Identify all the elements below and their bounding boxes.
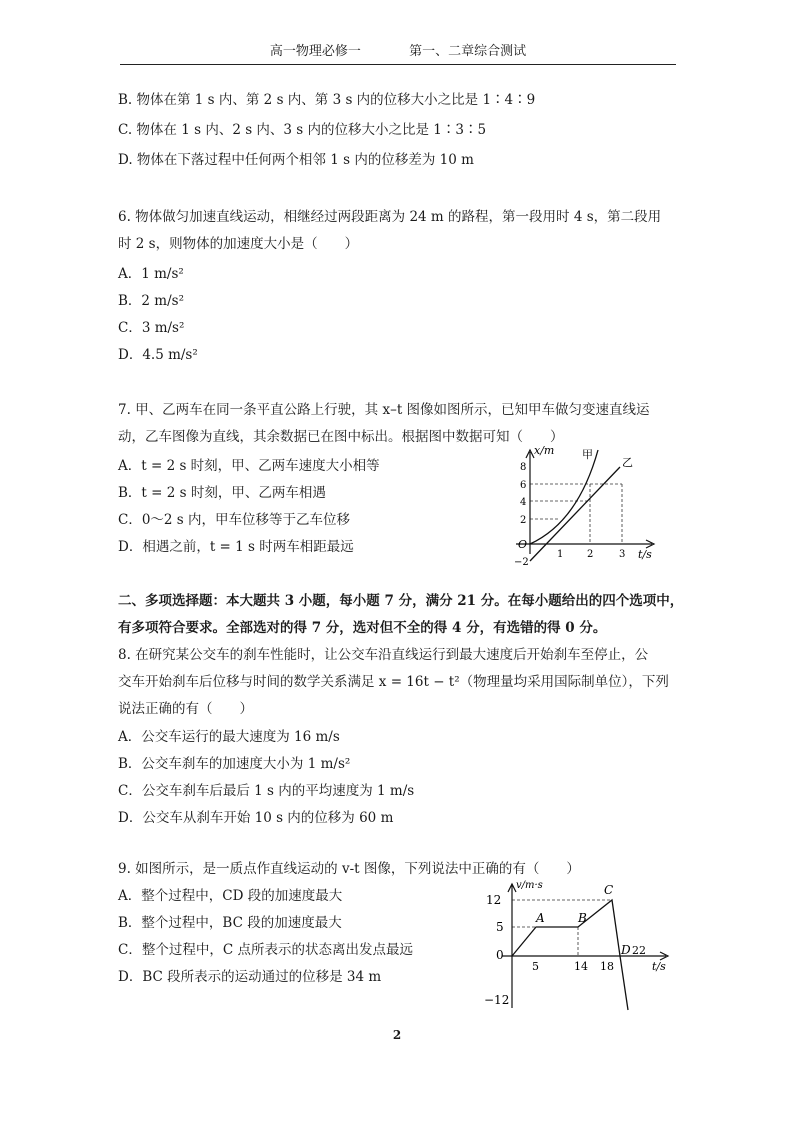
y-tick-8: 8 [520,462,527,473]
q8-option-b: B．公交车刹车的加速度大小为 1 m/s² [118,756,351,772]
q6-option-a: A．1 m/s² [118,266,184,282]
q6-stem-line1: 6. 物体做匀加速直线运动，相继经过两段距离为 24 m 的路程，第一段用时 4 s，第二段用 [118,209,662,225]
q5-option-c: C. 物体在 1 s 内、2 s 内、3 s 内的位移大小之比是 1∶3∶5 [118,122,487,138]
q9-stem: 9. 如图所示，是一质点作直线运动的 v-t 图像，下列说法中正确的有（ ） [118,861,580,877]
v-tick-12: 12 [486,893,502,907]
q8-option-a: A．公交车运行的最大速度为 16 m/s [118,729,340,745]
x-tick-1: 1 [557,549,564,560]
q8-option-c: C．公交车刹车后最后 1 s 内的平均速度为 1 m/s [118,783,415,799]
point-a-label: A [536,911,545,925]
q7-stem-line1: 7. 甲、乙两车在同一条平直公路上行驶，其 x–t 图像如图所示，已知甲车做匀变速直线运 [118,402,650,418]
q6-stem-line2: 时 2 s，则物体的加速度大小是（ ） [118,236,359,252]
v-tick-neg12: −12 [484,993,510,1007]
v-tick-5: 5 [496,920,504,934]
q7-option-c: C．0～2 s 内，甲车位移等于乙车位移 [118,512,351,528]
q6-option-c: C．3 m/s² [118,320,185,336]
q7-option-d: D．相遇之前，t = 1 s 时两车相距最远 [118,539,354,555]
x-axis-label: t/s [638,548,652,561]
point-d-label: D [621,943,631,957]
t-axis-label: t/s [652,960,666,973]
q7-stem-line2: 动，乙车图像为直线，其余数据已在图中标出。根据图中数据可知（ ） [118,429,564,445]
page-number: 2 [392,1028,402,1042]
t-tick-22: 22 [632,944,646,957]
q6-option-d: D．4.5 m/s² [118,347,198,363]
q9-option-d: D．BC 段所表示的运动通过的位移是 34 m [118,969,382,985]
v-tick-0: 0 [496,948,504,962]
y-tick-4: 4 [520,497,527,508]
origin-label: O [518,538,528,551]
point-b-label: B [578,911,587,925]
t-tick-14: 14 [574,960,588,973]
course-title: 高一物理必修一 [269,44,361,59]
y-tick-6: 6 [520,480,527,491]
t-tick-18: 18 [600,960,614,973]
q7-option-b: B．t = 2 s 时刻，甲、乙两车相遇 [118,485,326,501]
x-tick-2: 2 [587,549,594,560]
q8-stem-line2: 交车开始刹车后位移与时间的数学关系满足 x = 16t − t²（物理量均采用国际制单位），下列 [118,674,669,690]
y-tick-neg2: −2 [514,557,529,568]
curve-yi-label: 乙 [622,456,633,469]
q9-option-b: B．整个过程中，BC 段的加速度最大 [118,915,342,931]
v-axis-label: v/m·s [516,880,543,891]
q7-xt-graph [502,440,662,570]
q7-option-a: A．t = 2 s 时刻，甲、乙两车速度大小相等 [118,458,380,474]
curve-jia [530,450,598,544]
point-c-label: C [604,883,614,897]
curve-jia-label: 甲 [582,448,593,461]
q9-vt-graph [478,872,678,1012]
x-tick-3: 3 [619,549,626,560]
y-tick-2: 2 [520,515,527,526]
q6-option-b: B．2 m/s² [118,293,184,309]
q5-option-d: D. 物体在下落过程中任何两个相邻 1 s 内的位移差为 10 m [118,152,474,168]
vt-line [512,900,628,1010]
section2-line1: 二、多项选择题：本大题共 3 小题，每小题 7 分，满分 21 分。在每小题给出的四个选项中， [118,593,684,609]
y-axis-label: x/m [534,444,555,457]
q8-stem-line3: 说法正确的有（ ） [118,701,253,717]
test-title: 第一、二章综合测试 [409,44,527,59]
section2-line2: 有多项符合要求。全部选对的得 7 分，选对但不全的得 4 分，有选错的得 0 分。 [118,620,607,636]
q8-option-d: D．公交车从刹车开始 10 s 内的位移为 60 m [118,810,394,826]
q9-option-c: C．整个过程中，C 点所表示的状态离出发点最远 [118,942,413,958]
q5-option-b: B. 物体在第 1 s 内、第 2 s 内、第 3 s 内的位移大小之比是 1∶4∶9 [118,92,536,108]
t-tick-5: 5 [532,960,539,973]
line-yi [530,467,620,561]
q8-stem-line1: 8. 在研究某公交车的刹车性能时，让公交车沿直线运行到最大速度后开始刹车至停止，公 [118,647,649,663]
q9-option-a: A．整个过程中，CD 段的加速度最大 [118,888,343,904]
page-header [120,40,676,65]
